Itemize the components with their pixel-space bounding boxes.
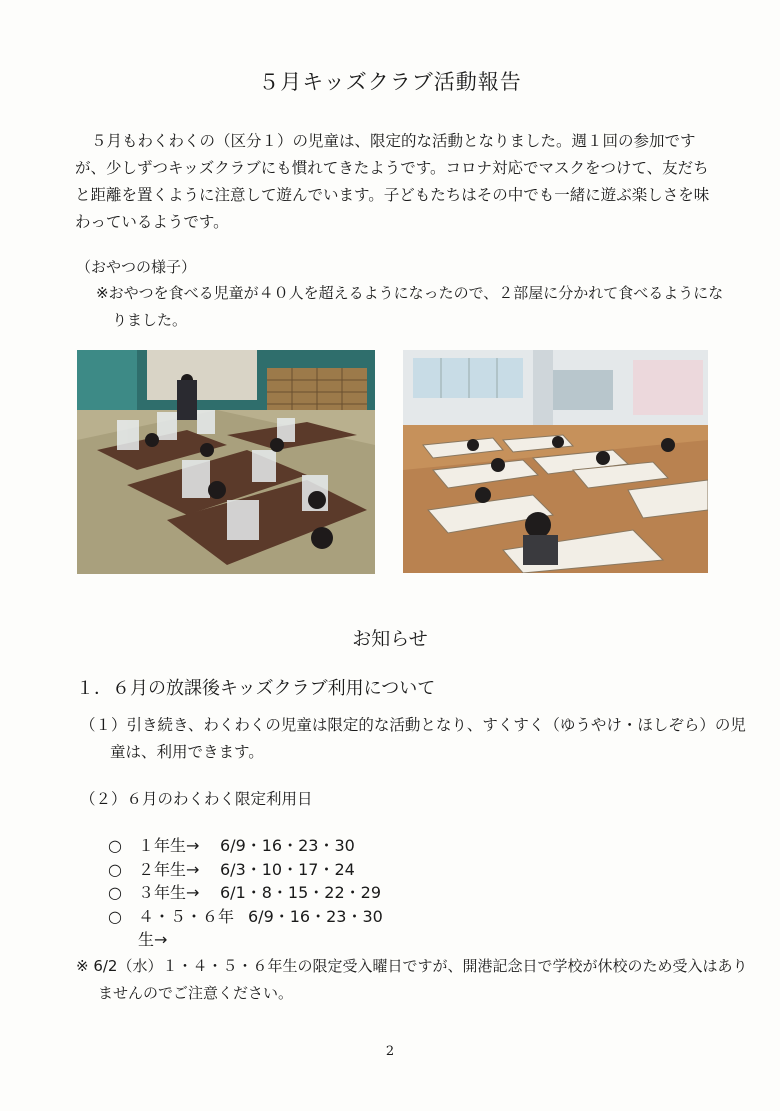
grade-label: １年生→ xyxy=(138,836,200,855)
grade-days: 6/1・8・15・22・29 xyxy=(220,883,382,902)
page-number: 2 xyxy=(385,1044,395,1059)
schedule-row xyxy=(108,834,383,858)
intro-paragraph: ５月もわくわくの（区分１）の児童は、限定的な活動となりました。週１回の参加ですが、少しずつキッズクラブにも慣れてきたようです。コロナ対応でマスクをつけて、友だちと距離を置くように注意して遊んでいます。子どもたちはその中でも一緒に遊ぶ楽しさを味わっているようです。 xyxy=(75,132,710,231)
schedule-row xyxy=(108,858,383,882)
page-title: ５月キッズクラブ活動報告 xyxy=(258,70,522,94)
snack-photo-left xyxy=(77,350,375,574)
grade-days: 6/9・16・23・30 xyxy=(220,836,355,855)
snack-heading: （おやつの様子） xyxy=(76,258,197,276)
item-2: （２）６月のわくわく限定利用日 xyxy=(80,790,313,808)
schedule-row xyxy=(108,905,383,952)
notice-heading: お知らせ xyxy=(352,628,428,650)
bullet-icon: ○ xyxy=(108,836,122,855)
section-title: １．６月の放課後キッズクラブ利用について xyxy=(76,678,436,699)
snack-note: ※おやつを食べる児童が４０人を超えるようになったので、２部屋に分かれて食べるようになりました。 xyxy=(96,284,724,329)
bullet-icon: ○ xyxy=(108,906,122,926)
grade-days: 6/3・10・17・24 xyxy=(220,859,355,879)
bullet-icon: ○ xyxy=(108,883,122,902)
schedule-list xyxy=(108,834,383,952)
grade-days: 6/9・16・23・30 xyxy=(248,906,383,926)
grade-label: ４・５・６年生→ xyxy=(138,906,235,949)
grade-label: ２年生→ xyxy=(138,859,200,879)
snack-photo-right xyxy=(403,350,708,573)
item-1: （１）引き続き、わくわくの児童は限定的な活動となり、すくすく（ゆうやけ・ほしぞら）の児童は、利用できます。 xyxy=(80,716,746,761)
bullet-icon: ○ xyxy=(108,859,122,879)
closing-notice: ※ 6/2（水）１・４・５・６年生の限定受入曜日ですが、開港記念日で学校が休校のため受入はありませんのでご注意ください。 xyxy=(76,957,748,1002)
grade-label: ３年生→ xyxy=(138,883,200,902)
schedule-row xyxy=(108,881,383,905)
